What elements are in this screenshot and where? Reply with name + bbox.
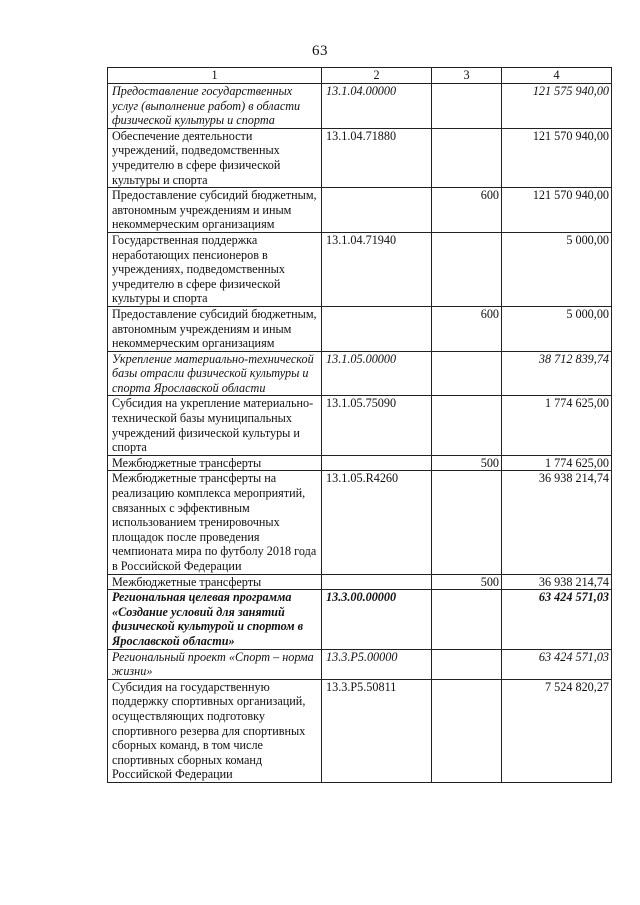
row-amount-cell: 7 524 820,27 — [502, 679, 612, 782]
row-name-cell: Субсидия на укрепление материально-технической базы муниципальных учреждений физической культуры и спорта — [108, 396, 322, 455]
row-amount-cell: 121 570 940,00 — [502, 128, 612, 187]
row-amount-cell: 36 938 214,74 — [502, 574, 612, 590]
budget-table — [107, 67, 612, 783]
row-name-cell: Обеспечение деятельности учреждений, подведомственных учредителю в сфере физической культуры и спорта — [108, 128, 322, 187]
row-code-cell: 13.3.P5.00000 — [322, 649, 432, 679]
table-row — [108, 188, 612, 233]
row-amount-cell: 63 424 571,03 — [502, 590, 612, 649]
row-amount-cell: 5 000,00 — [502, 306, 612, 351]
row-expense-type-cell — [432, 396, 502, 455]
row-code-cell: 13.1.04.71880 — [322, 128, 432, 187]
row-code-cell — [322, 574, 432, 590]
row-name-cell: Региональная целевая программа «Создание условий для занятий физической культурой и спортом в Ярославской области» — [108, 590, 322, 649]
row-amount-cell: 38 712 839,74 — [502, 351, 612, 396]
row-expense-type-cell — [432, 471, 502, 574]
table-body — [108, 84, 612, 783]
row-name-cell: Субсидия на государственную поддержку спортивных организаций, осуществляющих подготовку спортивного резерва для спортивных сборных команд, в том числе спортивных сборных команд Российской Федерации — [108, 679, 322, 782]
row-code-cell: 13.1.05.00000 — [322, 351, 432, 396]
row-code-cell: 13.1.05.R4260 — [322, 471, 432, 574]
header-col-2: 2 — [322, 68, 432, 84]
row-code-cell: 13.3.00.00000 — [322, 590, 432, 649]
table-row — [108, 455, 612, 471]
row-amount-cell: 36 938 214,74 — [502, 471, 612, 574]
table-row — [108, 590, 612, 649]
row-expense-type-cell — [432, 84, 502, 129]
row-code-cell: 13.1.05.75090 — [322, 396, 432, 455]
row-amount-cell: 121 575 940,00 — [502, 84, 612, 129]
row-amount-cell: 5 000,00 — [502, 232, 612, 306]
row-code-cell: 13.1.04.00000 — [322, 84, 432, 129]
row-expense-type-cell — [432, 232, 502, 306]
table-row — [108, 574, 612, 590]
table-row — [108, 351, 612, 396]
table-row — [108, 679, 612, 782]
row-name-cell: Предоставление субсидий бюджетным, автономным учреждениям и иным некоммерческим организациям — [108, 306, 322, 351]
table-row — [108, 306, 612, 351]
row-name-cell: Межбюджетные трансферты — [108, 574, 322, 590]
row-name-cell: Предоставление субсидий бюджетным, автономным учреждениям и иным некоммерческим организациям — [108, 188, 322, 233]
row-amount-cell: 121 570 940,00 — [502, 188, 612, 233]
row-expense-type-cell — [432, 351, 502, 396]
row-expense-type-cell: 600 — [432, 188, 502, 233]
row-amount-cell: 1 774 625,00 — [502, 396, 612, 455]
row-expense-type-cell: 600 — [432, 306, 502, 351]
page-number: 63 — [312, 43, 328, 59]
header-col-1: 1 — [108, 68, 322, 84]
row-code-cell: 13.1.04.71940 — [322, 232, 432, 306]
row-expense-type-cell — [432, 679, 502, 782]
row-code-cell — [322, 306, 432, 351]
table-row — [108, 128, 612, 187]
row-code-cell — [322, 455, 432, 471]
table-row — [108, 649, 612, 679]
row-name-cell: Укрепление материально-технической базы отрасли физической культуры и спорта Ярославской области — [108, 351, 322, 396]
row-code-cell — [322, 188, 432, 233]
row-name-cell: Межбюджетные трансферты — [108, 455, 322, 471]
row-expense-type-cell: 500 — [432, 574, 502, 590]
table-header-row — [108, 68, 612, 84]
row-name-cell: Предоставление государственных услуг (выполнение работ) в области физической культуры и спорта — [108, 84, 322, 129]
row-expense-type-cell: 500 — [432, 455, 502, 471]
row-expense-type-cell — [432, 590, 502, 649]
row-amount-cell: 1 774 625,00 — [502, 455, 612, 471]
row-code-cell: 13.3.P5.50811 — [322, 679, 432, 782]
row-expense-type-cell — [432, 649, 502, 679]
row-expense-type-cell — [432, 128, 502, 187]
table-row — [108, 84, 612, 129]
row-amount-cell: 63 424 571,03 — [502, 649, 612, 679]
header-col-4: 4 — [502, 68, 612, 84]
row-name-cell: Государственная поддержка неработающих пенсионеров в учреждениях, подведомственных учредителю в сфере физической культуры и спорта — [108, 232, 322, 306]
row-name-cell: Межбюджетные трансферты на реализацию комплекса мероприятий, связанных с эффективным использованием тренировочных площадок после проведения чемпионата мира по футболу 2018 года в Российской Федерации — [108, 471, 322, 574]
row-name-cell: Региональный проект «Спорт – норма жизни» — [108, 649, 322, 679]
table-row — [108, 232, 612, 306]
table-row — [108, 471, 612, 574]
header-col-3: 3 — [432, 68, 502, 84]
table-row — [108, 396, 612, 455]
